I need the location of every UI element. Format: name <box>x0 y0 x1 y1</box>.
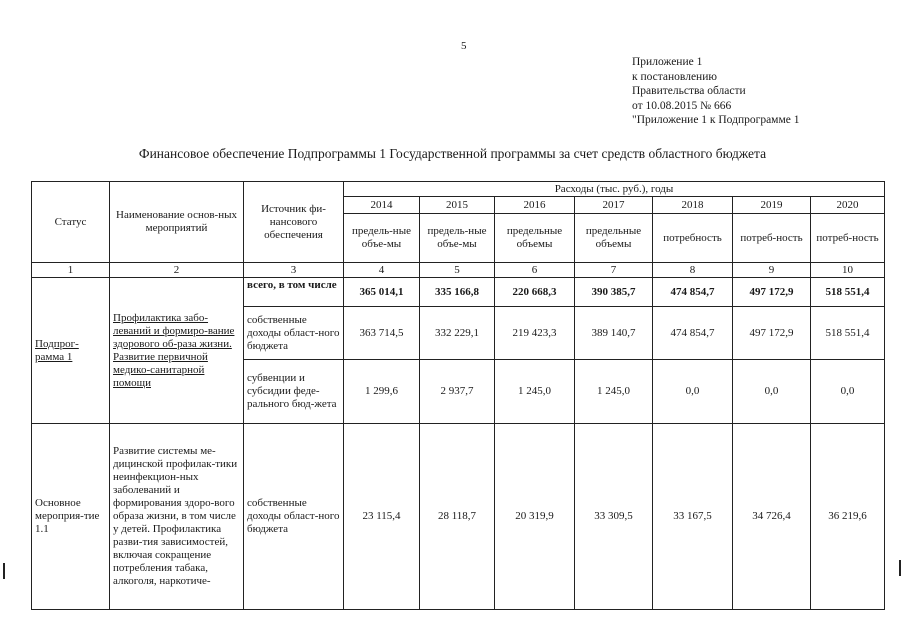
header-year: 2014 <box>344 197 420 214</box>
value-cell: 0,0 <box>653 360 733 424</box>
document-title: Финансовое обеспечение Подпрограммы 1 Государственной программы за счет средств областного бюджета <box>138 146 767 161</box>
value-cell: 220 668,3 <box>495 278 575 307</box>
value-cell: 0,0 <box>733 360 811 424</box>
scan-edge-mark-right <box>899 560 901 576</box>
column-number: 6 <box>495 263 575 278</box>
measure-status: Основное мероприя-тие 1.1 <box>32 424 110 610</box>
column-number-row <box>32 263 885 278</box>
subprogram-name <box>110 278 244 424</box>
value-cell: 474 854,7 <box>653 307 733 360</box>
subprogram-status-text: Подпрог-рамма 1 <box>35 337 79 363</box>
value-cell: 0,0 <box>811 360 885 424</box>
subprogram-name-text: Профилактика забо-леваний и формиро-вание здорового об-раза жизни. Развитие первичной медико-санитарной помощи <box>113 311 235 389</box>
value-cell: 390 385,7 <box>575 278 653 307</box>
header-year: 2018 <box>653 197 733 214</box>
value-cell: 28 118,7 <box>420 424 495 610</box>
column-number: 3 <box>244 263 344 278</box>
header-kind: предельные объемы <box>575 214 653 263</box>
value-cell: 363 714,5 <box>344 307 420 360</box>
value-cell: 33 167,5 <box>653 424 733 610</box>
value-cell: 2 937,7 <box>420 360 495 424</box>
appendix-note-line: от 10.08.2015 № 666 <box>632 99 732 112</box>
column-number: 4 <box>344 263 420 278</box>
column-number: 10 <box>811 263 885 278</box>
value-cell: 389 140,7 <box>575 307 653 360</box>
table-row <box>32 278 885 307</box>
header-year: 2015 <box>420 197 495 214</box>
value-cell: 1 299,6 <box>344 360 420 424</box>
financing-table <box>31 181 885 610</box>
value-cell: 1 245,0 <box>575 360 653 424</box>
value-cell: 33 309,5 <box>575 424 653 610</box>
value-cell: 20 319,9 <box>495 424 575 610</box>
value-cell: 497 172,9 <box>733 307 811 360</box>
page-number: 5 <box>461 40 467 52</box>
column-number: 9 <box>733 263 811 278</box>
source-own-revenue: собственные доходы област-ного бюджета <box>244 307 344 360</box>
value-cell: 219 423,3 <box>495 307 575 360</box>
value-cell: 332 229,1 <box>420 307 495 360</box>
scan-edge-mark-left <box>3 563 5 579</box>
appendix-note-line: к постановлению <box>632 70 717 83</box>
appendix-note-line: Приложение 1 <box>632 56 703 68</box>
column-number: 1 <box>32 263 110 278</box>
header-year: 2020 <box>811 197 885 214</box>
header-row <box>32 182 885 197</box>
header-kind: потребность <box>653 214 733 263</box>
source-total: всего, в том числе <box>244 278 344 307</box>
value-cell: 518 551,4 <box>811 278 885 307</box>
header-name: Наименование основ-ных мероприятий <box>110 182 244 263</box>
value-cell: 36 219,6 <box>811 424 885 610</box>
measure-name: Развитие системы ме-дицинской профилак-тики неинфекцион-ных заболеваний и формирования здоро-вого образа жизни, в том числе у детей. Профилактика разви-тия зависимостей, включая сокращение потребления табака, алкоголя, наркотиче- <box>110 424 244 610</box>
value-cell: 474 854,7 <box>653 278 733 307</box>
subprogram-status <box>32 278 110 424</box>
value-cell: 497 172,9 <box>733 278 811 307</box>
measure-source: собственные доходы област-ного бюджета <box>244 424 344 610</box>
source-federal-subsidies: субвенции и субсидии феде-рального бюд-жета <box>244 360 344 424</box>
header-kind: предель-ные объе-мы <box>420 214 495 263</box>
header-year: 2019 <box>733 197 811 214</box>
value-cell: 518 551,4 <box>811 307 885 360</box>
column-number: 2 <box>110 263 244 278</box>
column-number: 7 <box>575 263 653 278</box>
header-expenses: Расходы (тыс. руб.), годы <box>344 182 885 197</box>
header-year: 2017 <box>575 197 653 214</box>
header-kind: предельные объемы <box>495 214 575 263</box>
table-row <box>32 424 885 610</box>
appendix-note-line: "Приложение 1 к Подпрограмме 1 <box>632 114 800 127</box>
value-cell: 34 726,4 <box>733 424 811 610</box>
header-kind: предель-ные объе-мы <box>344 214 420 263</box>
column-number: 8 <box>653 263 733 278</box>
header-status: Статус <box>32 182 110 263</box>
appendix-note-line: Правительства области <box>632 85 746 98</box>
header-source: Источник фи-нансового обеспечения <box>244 182 344 263</box>
column-number: 5 <box>420 263 495 278</box>
header-kind: потреб-ность <box>733 214 811 263</box>
header-year: 2016 <box>495 197 575 214</box>
appendix-note <box>632 55 799 128</box>
value-cell: 1 245,0 <box>495 360 575 424</box>
value-cell: 365 014,1 <box>344 278 420 307</box>
header-kind: потреб-ность <box>811 214 885 263</box>
value-cell: 23 115,4 <box>344 424 420 610</box>
value-cell: 335 166,8 <box>420 278 495 307</box>
